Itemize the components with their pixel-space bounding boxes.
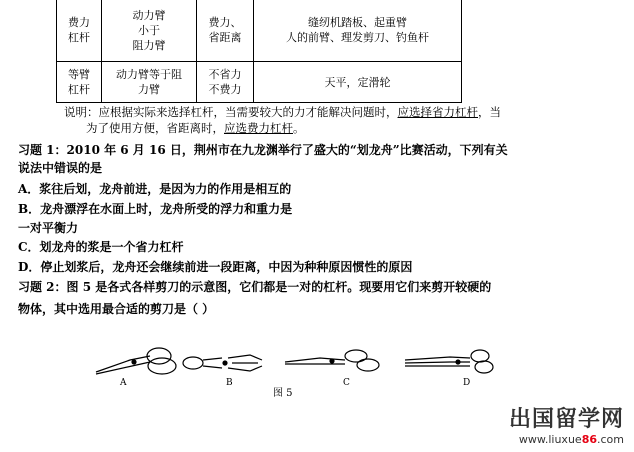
option-c: C．划龙舟的浆是一个省力杠杆 [18,240,184,254]
table-cell-feature: 不省力 不费力 [197,62,254,103]
underlined-phrase: 应选费力杠杆 [224,121,293,135]
explanation-note: 说明：应根据实际来选择杠杆，当需要较大的力才能解决问题时，应选择省力杠杆，当 为了使用方便，省距离时，应选费力杠杆。 [64,105,501,135]
site-watermark [509,407,624,446]
table-cell-type: 费力 杠杆 [57,0,102,62]
option-b: B．龙舟漂浮在水面上时，龙舟所受的浮力和重力是 [18,202,293,216]
watermark-url: www.liuxue86.com [518,433,624,446]
question-1-stem-cont: 说法中错误的是 [18,161,103,175]
watermark-title: 出国留学网 [508,407,624,432]
figure-label-c: C [343,378,350,388]
table-cell-arm: 动力臂等于阻 力臂 [102,62,197,103]
question-2-stem-cont: 物体，其中选用最合适的剪刀是（ ） [18,302,215,316]
figure-label-b: B [226,378,233,388]
option-a: A．浆往后划，龙舟前进，是因为力的作用是相互的 [18,182,292,196]
option-d: D．停止划浆后，龙舟还会继续前进一段距离，中因为种种原因惯性的原因 [18,260,413,274]
underlined-phrase: 应选择省力杠杆 [397,105,478,119]
table-cell-type: 等臂 杠杆 [57,62,102,103]
table-cell-examples: 缝纫机踏板、起重臂 人的前臂、理发剪刀、钓鱼杆 [254,0,462,62]
question-2-stem: 习题 2：图 5 是各式各样剪刀的示意图，它们都是一对的杠杆。现要用它们来剪开较硬的 [18,280,492,294]
table-cell-examples: 天平，定滑轮 [254,62,462,103]
figure-label-d: D [463,378,471,388]
scissors-b-icon [183,355,262,371]
question-1-stem: 习题 1：2010 年 6 月 16 日，荆州市在九龙渊举行了盛大的“划龙舟”比赛活动，下列有关 [18,143,508,157]
table-cell-arm: 动力臂 小于 阻力臂 [102,0,197,62]
scissors-a-icon [96,348,176,374]
option-b-cont: 一对平衡力 [18,221,79,235]
figure-caption: 图 5 [273,388,293,399]
table-cell-feature: 费力、 省距离 [197,0,254,62]
figure-label-a: A [120,378,127,388]
scissors-d-icon [405,350,493,373]
scissors-c-icon [285,350,379,371]
